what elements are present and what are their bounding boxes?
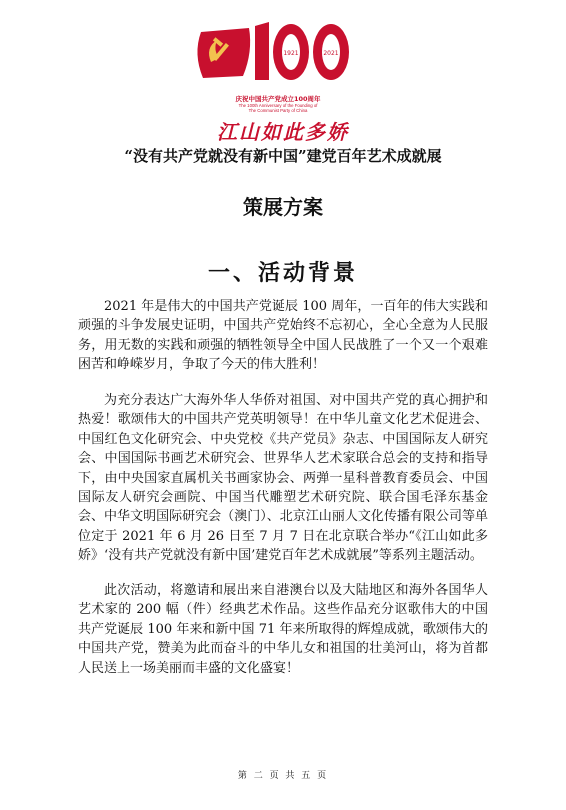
- year-right: 2021: [323, 50, 339, 57]
- plan-title: 策展方案: [243, 195, 323, 219]
- numeral-one-shape: [255, 22, 269, 80]
- red-flag-shape: [197, 28, 250, 78]
- year-left: 1921: [283, 50, 299, 57]
- paragraph-text: 为充分表达广大海外华人华侨对祖国、对中国共产党的真心拥护和热爱！歌颂伟大的中国共产党英明领导！在中华儿童文化艺术促进会、中国红色文化研究会、中央党校《共产党员》杂志、中国国际友人研究会、中国国际书画艺术研究会、世界华人艺术家联合总会的支持和指导下，由中央国家直属机关书画家协会、两弹一星科普教育委员会、中国国际友人研究会画院、中国当代雕塑艺术研究院、联合国毛泽东基金会、中华文明国际研究会（澳门）、北京江山丽人文化传播有限公司等单位定于 2021 年 6 月 26 日至 7 月 7 日在北京联合举办“《江山如此多娇》‘没有共产党就没有新中国’建党百年艺术成就展”等系列主题活动。: [78, 393, 488, 564]
- body-paragraph: [78, 297, 488, 375]
- paragraph-text: 此次活动，将邀请和展出来自港澳台以及大陆地区和海外各国华人艺术家的 200 幅（件）经典艺术作品。这些作品充分讴歌伟大的中国共产党诞辰 100 年来和新中国 71 年来所取得的辉煌成就，歌颂伟大的中国共产党，赞美为此而奋斗的中华儿女和祖国的壮美河山，将为首都人民送上一场美丽而丰盛的文化盛宴！: [78, 583, 488, 676]
- body-paragraph: [78, 391, 488, 566]
- calligraphy-title: 江山如此多娇: [217, 120, 349, 144]
- centenary-logo: [183, 18, 373, 114]
- logo-caption-chinese: 庆祝中国共产党成立100周年: [235, 95, 321, 103]
- logo-caption-english-1: The 100th Anniversary of the Founding of: [238, 103, 318, 108]
- section-heading: 一、活动背景: [207, 260, 358, 286]
- logo-caption-english-2: The Communist Party of China: [248, 108, 308, 113]
- exhibition-subtitle: “没有共产党就没有新中国”建党百年艺术成就展: [124, 147, 442, 165]
- centenary-emblem-graphic: [183, 18, 373, 94]
- page-footer: 第 二 页 共 五 页: [237, 771, 329, 781]
- body-paragraph: [78, 581, 488, 678]
- paragraph-text: 2021 年是伟大的中国共产党诞辰 100 周年，一百年的伟大实践和顽强的斗争发展史证明，中国共产党始终不忘初心，全心全意为人民服务，用无数的实践和顽强的牺牲领导全中国人民战胜了一个又一个艰难困苦和峥嵘岁月，争取了今天的伟大胜利！: [78, 299, 488, 373]
